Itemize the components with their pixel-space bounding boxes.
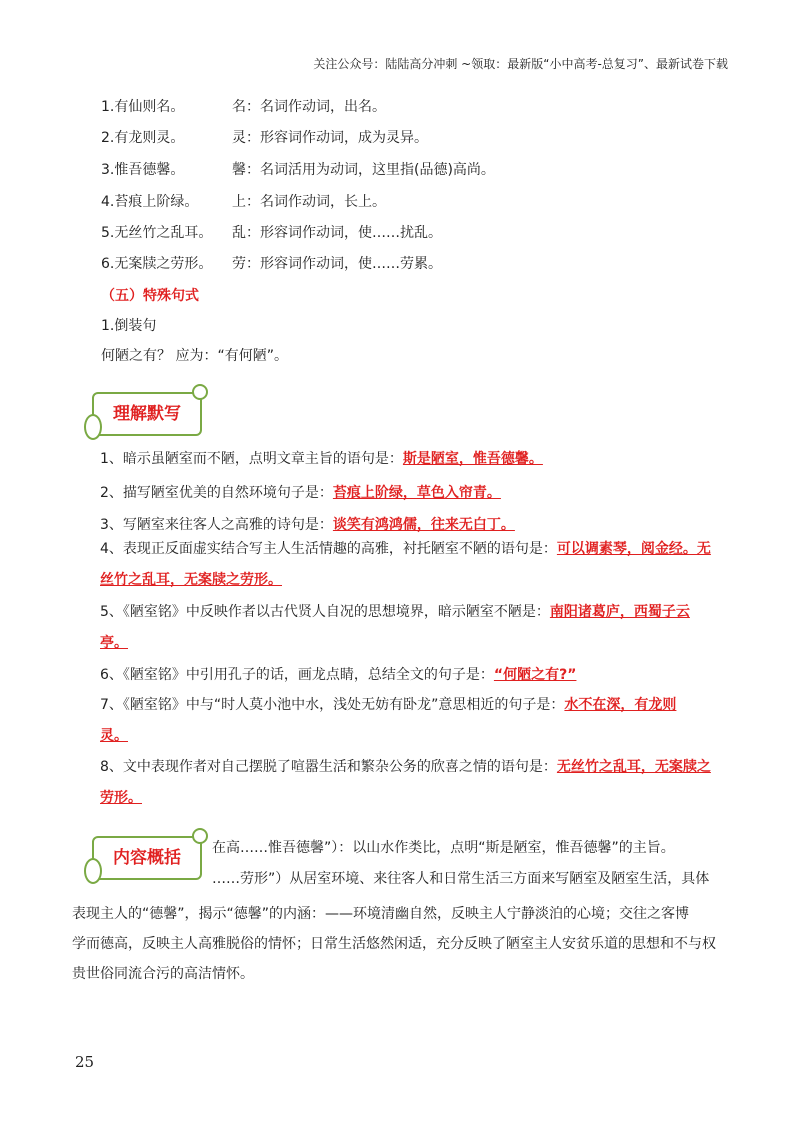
word-usage-explain: 劳：形容词作动词，使……劳累。 — [232, 256, 442, 272]
answer: “何陋之有?” — [493, 667, 577, 683]
summary-line: 表现主人的“德馨”，揭示“德馨”的内涵：——环境清幽自然，反映主人宁静淡泊的心境；交往之客博 — [72, 906, 690, 922]
section-badge-summary — [84, 828, 210, 880]
summary-line: 学而德高，反映主人高雅脱俗的情怀；日常生活悠然闲适，充分反映了陋室主人安贫乐道的思想和不与权 — [72, 936, 716, 952]
answer: 可以调素琴，阅金经。无 — [556, 541, 711, 557]
answer-continued: 亭。 — [100, 635, 128, 651]
question: 1、暗示虽陋室而不陋，点明文章主旨的语句是： — [100, 451, 403, 467]
answer: 斯是陋室，惟吾德馨。 — [402, 451, 543, 467]
summary-line: 贵世俗同流合污的高洁情怀。 — [72, 966, 254, 982]
word-usage-explain: 馨：名词活用为动词，这里指(品德)高尚。 — [232, 162, 495, 178]
question: 6、《陋室铭》中引用孔子的话，画龙点睛，总结全文的句子是： — [100, 667, 494, 683]
question: 3、写陋室来往客人之高雅的诗句是： — [100, 517, 333, 533]
word-usage-item: 5.无丝竹之乱耳。 — [101, 225, 213, 241]
dictation-item — [100, 597, 728, 659]
section-title: 理解默写 — [113, 404, 181, 424]
answer-continued: 灵。 — [100, 728, 128, 744]
question: 5、《陋室铭》中反映作者以古代贤人自况的思想境界，暗示陋室不陋是： — [100, 604, 550, 620]
word-usage-item: 2.有龙则灵。 — [101, 130, 185, 146]
question: 7、《陋室铭》中与“时人莫小池中水，浅处无妨有卧龙”意思相近的句子是： — [100, 697, 565, 713]
dictation-item — [100, 660, 728, 691]
special-sentence-example: 何陋之有？ 应为：“有何陋”。 — [101, 348, 288, 364]
word-usage-explain: 乱：形容词作动词，使……扰乱。 — [232, 225, 442, 241]
page-header: 关注公众号：陆陆高分冲刺 ~领取：最新版“小中高考-总复习”、最新试卷下载 — [313, 57, 728, 71]
word-usage-item: 3.惟吾德馨。 — [101, 162, 185, 178]
answer-continued: 劳形。 — [100, 790, 142, 806]
word-usage-explain: 名：名词作动词，出名。 — [232, 99, 386, 115]
answer-continued: 丝竹之乱耳，无案牍之劳形。 — [100, 572, 282, 588]
answer: 南阳诸葛庐，西蜀子云 — [549, 604, 690, 620]
answer: 苔痕上阶绿，草色入帘青。 — [332, 485, 501, 501]
word-usage-item: 6.无案牍之劳形。 — [101, 256, 213, 272]
special-sentence-heading: （五）特殊句式 — [101, 288, 199, 304]
section-title: 内容概括 — [113, 848, 181, 868]
dictation-item — [100, 690, 728, 752]
summary-line: ……劳形”）从居室环境、来往客人和日常生活三方面来写陋室及陋室生活，具体 — [212, 871, 710, 887]
question: 4、表现正反面虚实结合写主人生活情趣的高雅，衬托陋室不陋的语句是： — [100, 541, 557, 557]
special-sentence-sub: 1.倒装句 — [101, 318, 157, 334]
word-usage-item: 4.苔痕上阶绿。 — [101, 194, 199, 210]
word-usage-explain: 上：名词作动词，长上。 — [232, 194, 386, 210]
word-usage-explain: 灵：形容词作动词，成为灵异。 — [232, 130, 428, 146]
sentence: 1.有仙则名。 — [101, 99, 185, 115]
question: 8、文中表现作者对自己摆脱了喧嚣生活和繁杂公务的欣喜之情的语句是： — [100, 759, 557, 775]
page-number: 25 — [75, 1053, 95, 1071]
answer: 无丝竹之乱耳，无案牍之 — [556, 759, 711, 775]
question: 2、描写陋室优美的自然环境句子是： — [100, 485, 333, 501]
dictation-item — [100, 478, 728, 509]
dictation-item — [100, 444, 728, 475]
section-badge-dictation — [84, 384, 210, 436]
dictation-item — [100, 752, 728, 814]
answer: 水不在深，有龙则 — [564, 697, 677, 713]
dictation-item — [100, 534, 728, 596]
answer: 谈笑有鸿鸿儒，往来无白丁。 — [332, 517, 515, 533]
word-usage-item — [101, 97, 184, 117]
summary-line: 在高……惟吾德馨”）：以山水作类比，点明“斯是陋室，惟吾德馨”的主旨。 — [212, 840, 675, 856]
